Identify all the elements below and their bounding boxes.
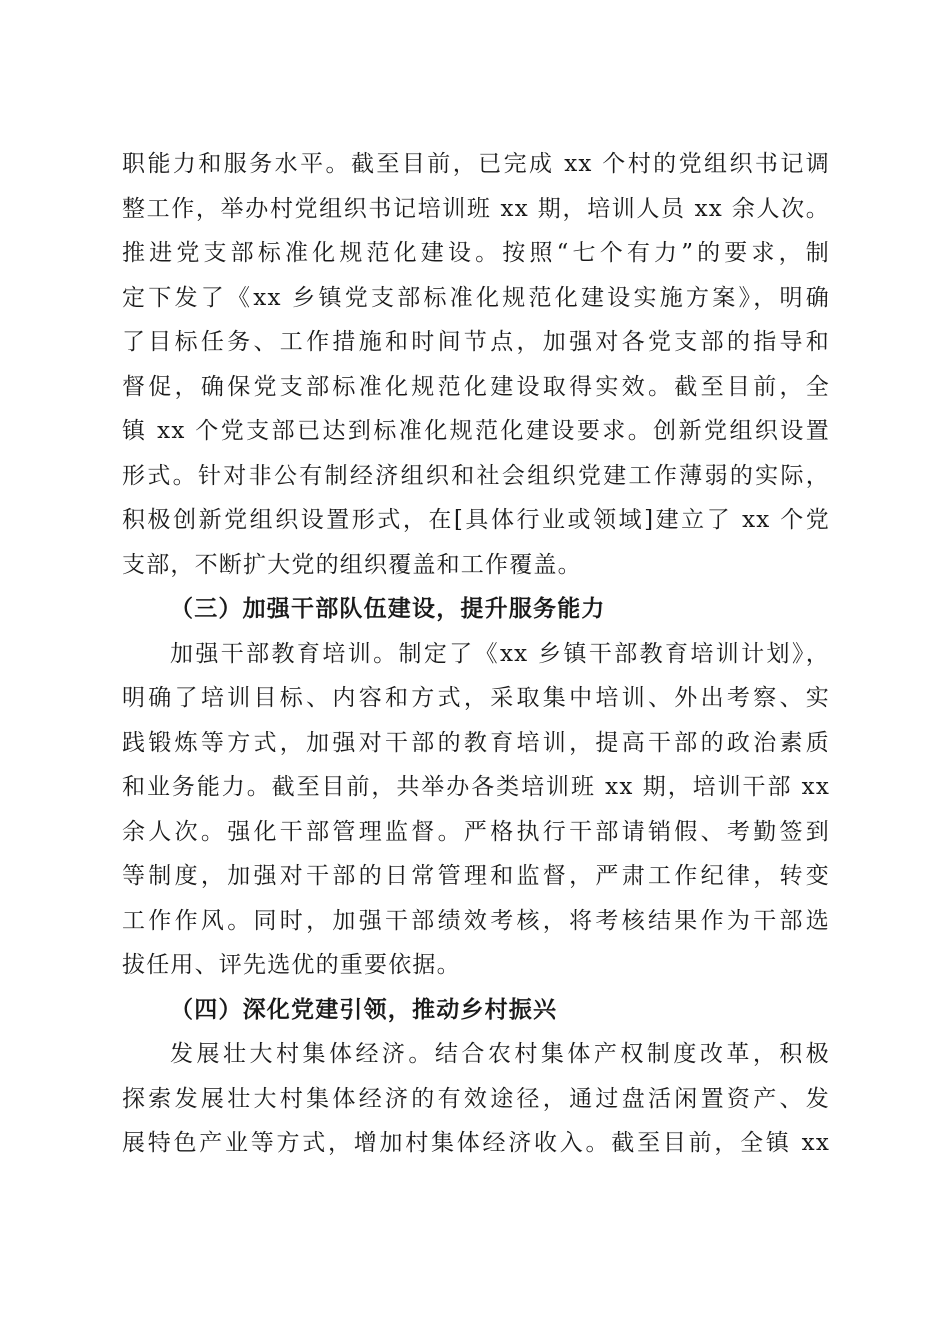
text-line: 推进党支部标准化规范化建设。按照“七个有力”的要求，制 [122,240,830,266]
text-line: 余人次。强化干部管理监督。严格执行干部请销假、考勤签到 [122,818,830,845]
text-line: 探索发展壮大村集体经济的有效途径，通过盘活闲置资产、发 [122,1085,830,1112]
text-line: 践锻炼等方式，加强对干部的教育培训，提高干部的政治素质 [122,729,830,756]
text-line: 定下发了《xx 乡镇党支部标准化规范化建设实施方案》，明确 [122,284,830,311]
body-paragraph [122,1032,830,1166]
body-paragraph [122,142,830,587]
text-line: 发展壮大村集体经济。结合农村集体产权制度改革，积极 [170,1041,830,1067]
text-line: 工作作风。同时，加强干部绩效考核，将考核结果作为干部选 [122,907,830,934]
text-line: 督促，确保党支部标准化规范化建设取得实效。截至目前，全 [122,373,830,400]
text-line: 支部，不断扩大党的组织覆盖和工作覆盖。 [122,551,582,578]
text-line: 加强干部教育培训。制定了《xx 乡镇干部教育培训计划》， [170,640,830,667]
text-line: 职能力和服务水平。截至目前，已完成 xx 个村的党组织书记调 [122,151,830,177]
text-line: 积极创新党组织设置形式，在[具体行业或领域]建立了 xx 个党 [122,507,830,533]
text-line: 镇 xx 个党支部已达到标准化规范化建设要求。创新党组织设置 [122,418,830,444]
text-line: 等制度，加强对干部的日常管理和监督，严肃工作纪律，转变 [122,863,830,889]
text-line: 展特色产业等方式，增加村集体经济收入。截至目前，全镇 xx [122,1130,830,1156]
section-heading: （四）深化党建引领，推动乡村振兴 [170,995,558,1023]
text-line: 和业务能力。截至目前，共举办各类培训班 xx 期，培训干部 xx [122,774,830,800]
text-line: 拔任用、评先选优的重要依据。 [122,952,461,978]
text-line: 明确了培训目标、内容和方式，采取集中培训、外出考察、实 [122,685,830,711]
text-line: 整工作，举办村党组织书记培训班 xx 期，培训人员 xx 余人次。 [122,195,830,222]
text-line: 形式。针对非公有制经济组织和社会组织党建工作薄弱的实际， [122,462,830,489]
document-body [122,142,830,1166]
body-paragraph [122,632,830,988]
section-heading: （三）加强干部队伍建设，提升服务能力 [170,595,606,622]
text-line: 了目标任务、工作措施和时间节点，加强对各党支部的指导和 [122,329,830,355]
